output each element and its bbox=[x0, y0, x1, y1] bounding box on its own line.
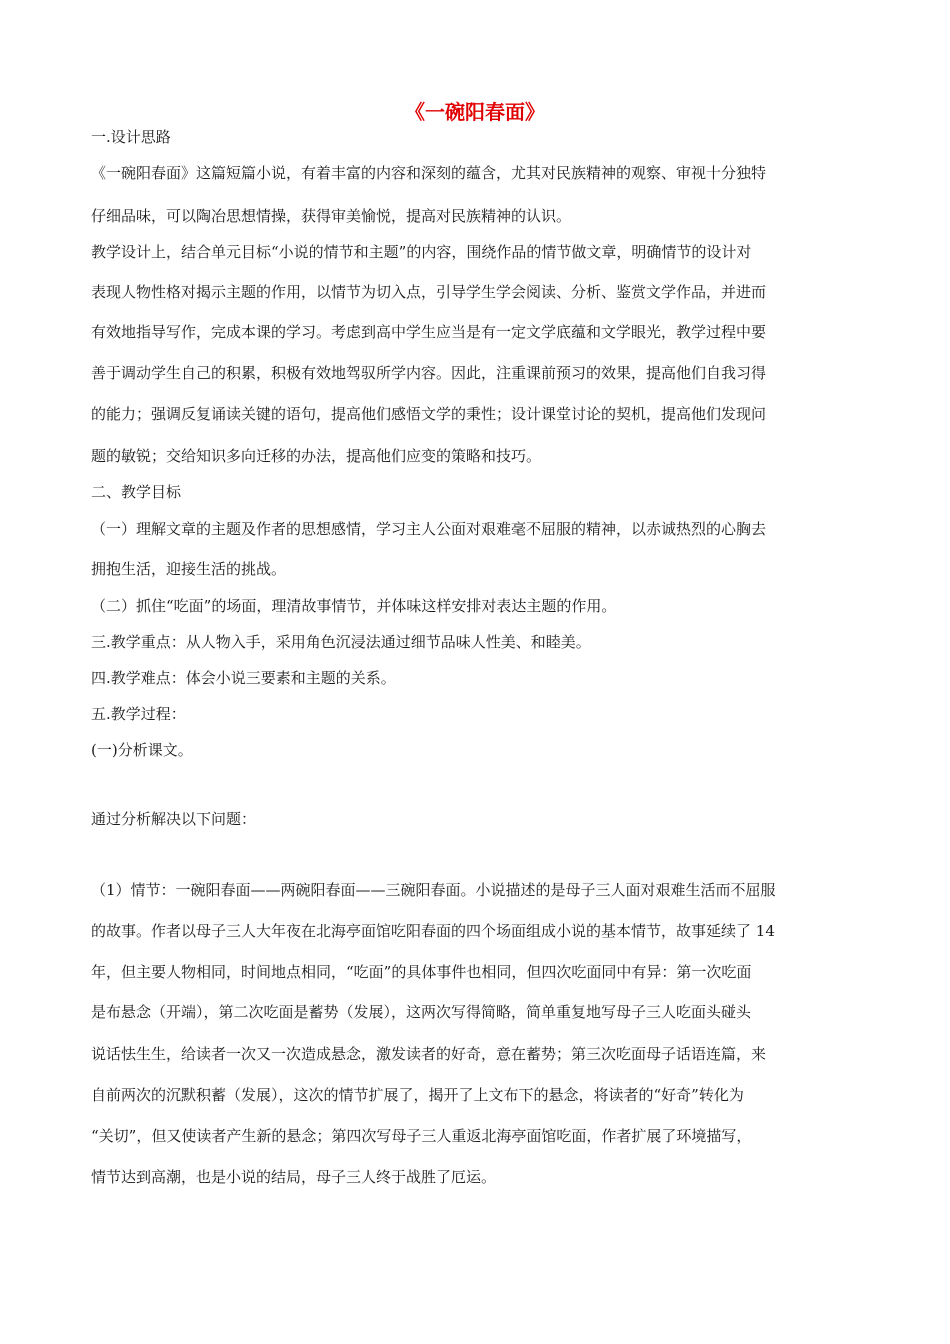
paragraph-line: （1）情节：一碗阳春面——两碗阳春面——三碗阳春面。小说描述的是母子三人面对艰难生活而不屈服 bbox=[91, 881, 776, 899]
section-heading-design: 一.设计思路 bbox=[91, 128, 171, 146]
section-heading-objectives: 二、教学目标 bbox=[91, 483, 182, 501]
paragraph-line: 表现人物性格对揭示主题的作用，以情节为切入点，引导学生学会阅读、分析、鉴赏文学作品，并进而 bbox=[91, 283, 767, 301]
paragraph-line: 的能力；强调反复诵读关键的语句，提高他们感悟文学的秉性；设计课堂讨论的契机，提高他们发现问 bbox=[91, 405, 767, 423]
paragraph-line: 说话怯生生，给读者一次又一次造成悬念，激发读者的好奇，意在蓄势；第三次吃面母子话语连篇，来 bbox=[91, 1045, 767, 1063]
section-heading-key-points: 三.教学重点：从人物入手，采用角色沉浸法通过细节品味人性美、和睦美。 bbox=[91, 633, 591, 651]
paragraph-line: 通过分析解决以下问题： bbox=[91, 810, 257, 828]
paragraph-line: 拥抱生活，迎接生活的挑战。 bbox=[91, 560, 287, 578]
paragraph-line: “关切”，但又使读者产生新的悬念；第四次写母子三人重返北海亭面馆吃面，作者扩展了环境描写， bbox=[91, 1127, 752, 1145]
paragraph-line: 的故事。作者以母子三人大年夜在北海亭面馆吃阳春面的四个场面组成小说的基本情节，故事延续了 14 bbox=[91, 922, 775, 940]
section-heading-process: 五.教学过程： bbox=[91, 705, 186, 723]
paragraph-line: 情节达到高潮，也是小说的结局，母子三人终于战胜了厄运。 bbox=[91, 1168, 497, 1186]
paragraph-line: 教学设计上，结合单元目标“小说的情节和主题”的内容，围绕作品的情节做文章，明确情节的设计对 bbox=[91, 243, 752, 261]
paragraph-line: 《一碗阳春面》这篇短篇小说，有着丰富的内容和深刻的蕴含，尤其对民族精神的观察、审视十分独特 bbox=[91, 164, 767, 182]
paragraph-line: 自前两次的沉默积蓄（发展），这次的情节扩展了，揭开了上文布下的悬念，将读者的“好奇”转化为 bbox=[91, 1086, 744, 1104]
subsection-heading: (一)分析课文。 bbox=[91, 741, 193, 759]
paragraph-line: （一）理解文章的主题及作者的思想感情，学习主人公面对艰难毫不屈服的精神，以赤诚热烈的心胸去 bbox=[91, 520, 767, 538]
section-heading-difficulties: 四.教学难点：体会小说三要素和主题的关系。 bbox=[91, 669, 396, 687]
paragraph-line: （二）抓住“吃面”的场面，理清故事情节，并体味这样安排对表达主题的作用。 bbox=[91, 597, 617, 615]
paragraph-line: 是布悬念（开端），第二次吃面是蓄势（发展），这两次写得简略，简单重复地写母子三人吃面头碰头 bbox=[91, 1003, 752, 1021]
paragraph-line: 年，但主要人物相同，时间地点相同，“吃面”的具体事件也相同，但四次吃面同中有异：第一次吃面 bbox=[91, 963, 752, 981]
document-title: 《一碗阳春面》 bbox=[405, 100, 545, 124]
paragraph-line: 善于调动学生自己的积累，积极有效地驾驭所学内容。因此，注重课前预习的效果，提高他们自我习得 bbox=[91, 364, 767, 382]
paragraph-line: 题的敏锐；交给知识多向迁移的办法，提高他们应变的策略和技巧。 bbox=[91, 447, 542, 465]
paragraph-line: 有效地指导写作，完成本课的学习。考虑到高中学生应当是有一定文学底蕴和文学眼光，教学过程中要 bbox=[91, 323, 767, 341]
paragraph-line: 仔细品味，可以陶冶思想情操，获得审美愉悦，提高对民族精神的认识。 bbox=[91, 207, 572, 225]
